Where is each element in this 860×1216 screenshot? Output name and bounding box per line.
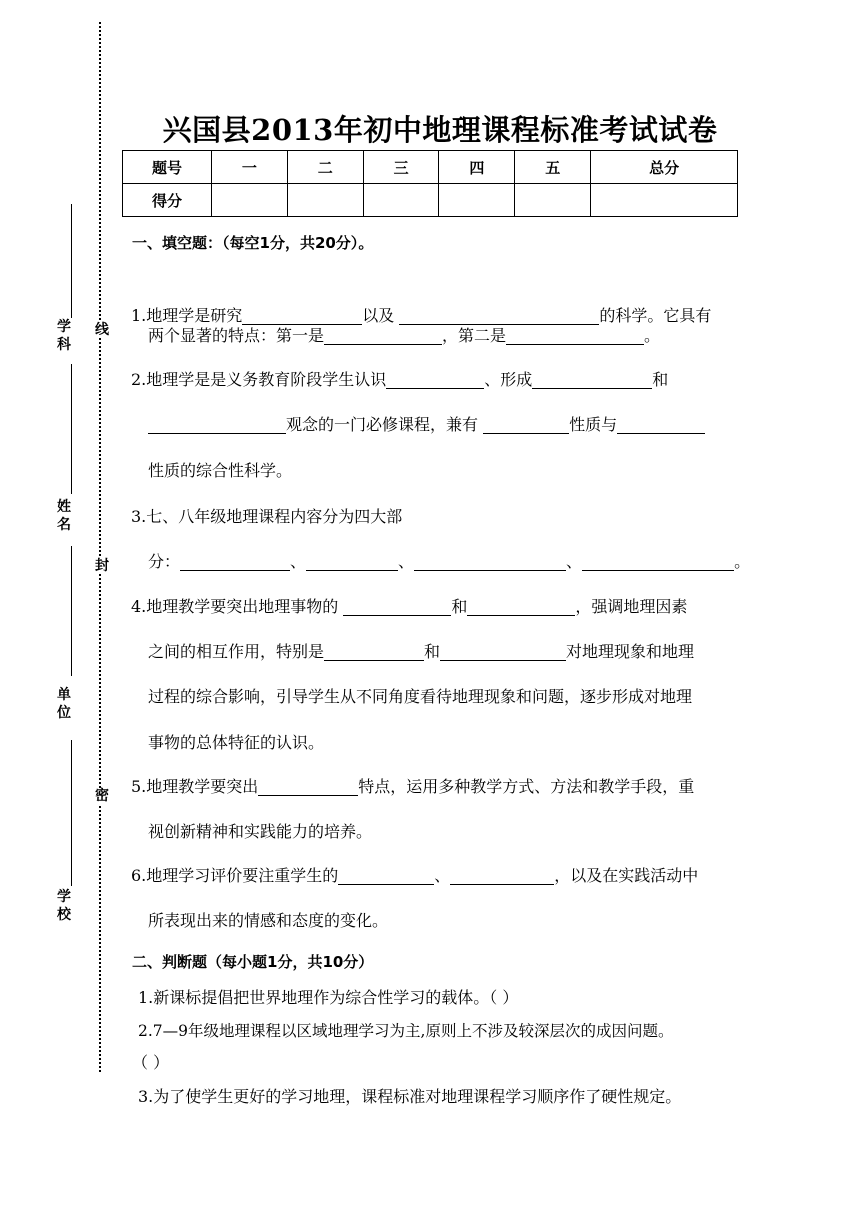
question-4-line-4: 事物的总体特征的认识。 xyxy=(148,733,325,752)
question-2-line-1: 2.地理学是是义务教育阶段学生认识 、形成 和 xyxy=(131,370,669,389)
marker-feng: 封 xyxy=(95,558,109,574)
judge-question-1: 1.新课标提倡把世界地理作为综合性学习的载体。（ ） xyxy=(138,988,519,1007)
answer-blank[interactable] xyxy=(532,370,652,389)
question-3-line-2: 分： 、 、 、 。 xyxy=(148,552,751,571)
judge-question-2-answer[interactable]: （ ） xyxy=(132,1053,170,1072)
answer-blank[interactable] xyxy=(414,552,566,571)
answer-blank[interactable] xyxy=(324,642,424,661)
score-cell[interactable] xyxy=(287,184,363,217)
score-table-header-row xyxy=(123,151,738,184)
row-header-score: 得分 xyxy=(123,184,212,217)
question-6-line-1: 6.地理学习评价要注重学生的 、 ，以及在实践活动中 xyxy=(131,866,699,885)
score-table-score-row xyxy=(123,184,738,217)
answer-blank[interactable] xyxy=(306,552,398,571)
answer-blank[interactable] xyxy=(258,777,358,796)
question-1-line-2: 两个显著的特点：第一是 ，第二是 。 xyxy=(148,326,661,345)
answer-blank[interactable] xyxy=(582,552,734,571)
name-line-bottom xyxy=(71,546,72,676)
answer-blank[interactable] xyxy=(483,415,569,434)
question-5-line-2: 视创新精神和实践能力的培养。 xyxy=(148,822,373,841)
answer-blank[interactable] xyxy=(467,597,575,616)
question-3-line-1: 3.七、八年级地理课程内容分为四大部 xyxy=(131,507,403,526)
question-4-line-3: 过程的综合影响，引导学生从不同角度看待地理现象和问题，逐步形成对地理 xyxy=(148,687,693,706)
section-1-heading: 一、填空题：（每空1分，共20分）。 xyxy=(132,234,374,252)
unit-label: 单 位 xyxy=(57,687,71,721)
answer-blank[interactable] xyxy=(386,370,484,389)
score-table xyxy=(122,150,738,217)
name-label: 姓 名 xyxy=(57,499,71,533)
score-cell[interactable] xyxy=(212,184,288,217)
column-header: 总分 xyxy=(591,151,738,184)
answer-blank[interactable] xyxy=(440,642,566,661)
exam-title: 兴国县2013年初中地理课程标准考试试卷 xyxy=(162,113,718,147)
question-5-line-1: 5.地理教学要突出 特点，运用多种教学方式、方法和教学手段，重 xyxy=(131,777,695,796)
column-header: 四 xyxy=(439,151,515,184)
answer-blank[interactable] xyxy=(343,597,451,616)
score-cell[interactable] xyxy=(591,184,738,217)
binding-dotted-line xyxy=(99,22,101,1072)
school-label: 学校 xyxy=(57,889,71,923)
judge-question-3: 3.为了使学生更好的学习地理，课程标准对地理课程学习顺序作了硬性规定。 xyxy=(138,1087,682,1106)
answer-blank[interactable] xyxy=(324,326,442,345)
answer-blank[interactable] xyxy=(180,552,290,571)
column-header: 三 xyxy=(363,151,439,184)
score-cell[interactable] xyxy=(515,184,591,217)
marker-xian: 线 xyxy=(95,322,109,338)
marker-mi: 密 xyxy=(95,788,109,804)
score-cell[interactable] xyxy=(363,184,439,217)
answer-blank[interactable] xyxy=(506,326,644,345)
answer-blank[interactable] xyxy=(338,866,434,885)
unit-line xyxy=(71,740,72,886)
answer-blank[interactable] xyxy=(617,415,705,434)
question-4-line-2: 之间的相互作用，特别是 和 对地理现象和地理 xyxy=(148,642,695,661)
column-header: 五 xyxy=(515,151,591,184)
question-4-line-1: 4.地理教学要突出地理事物的 和 ，强调地理因素 xyxy=(131,597,688,616)
row-header-question-no: 题号 xyxy=(123,151,212,184)
subject-line xyxy=(71,204,72,318)
score-cell[interactable] xyxy=(439,184,515,217)
subject-label: 学 科 xyxy=(57,319,71,353)
question-2-line-3: 性质的综合性科学。 xyxy=(148,461,293,480)
question-1-line-1: 1.地理学是研究 以及 的科学。它具有 xyxy=(131,306,712,325)
column-header: 一 xyxy=(212,151,288,184)
question-6-line-2: 所表现出来的情感和态度的变化。 xyxy=(148,911,389,930)
judge-question-2: 2.7—9年级地理课程以区域地理学习为主,原则上不涉及较深层次的成因问题。 xyxy=(138,1022,674,1040)
answer-blank[interactable] xyxy=(148,415,286,434)
column-header: 二 xyxy=(287,151,363,184)
section-2-heading: 二、判断题（每小题1分，共10分） xyxy=(132,953,374,971)
question-2-line-2: 观念的一门必修课程，兼有 性质与 xyxy=(148,412,705,435)
answer-blank[interactable] xyxy=(450,866,554,885)
name-line-top xyxy=(71,364,72,494)
